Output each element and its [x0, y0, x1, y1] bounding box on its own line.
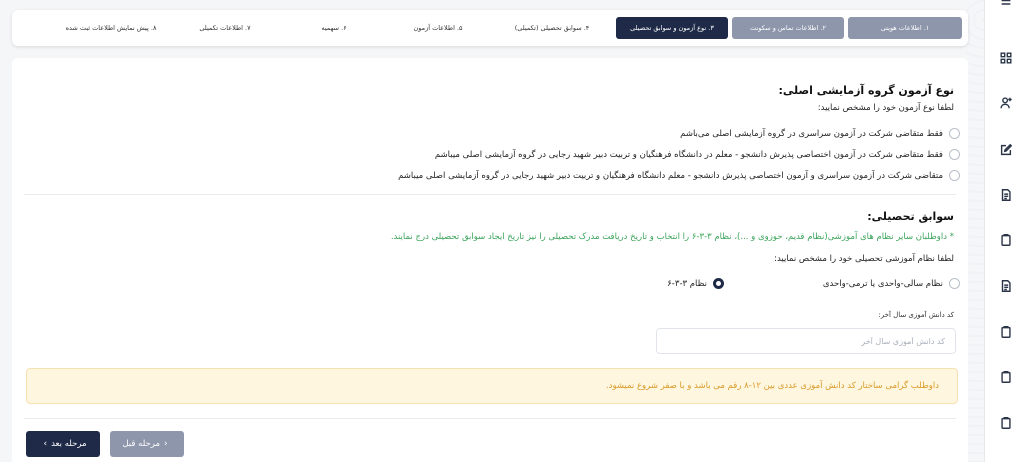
chevron-left-icon: › — [43, 439, 48, 449]
next-button-label: مرحله بعد — [51, 439, 87, 449]
exam-option-label: فقط متقاضی شرکت در آزمون اختصاصی پذیرش دانشجو - معلم در دانشگاه فرهنگیان و تربیت دبیر شهید رجایی در گروه آزمایشی اصلی میباشم — [434, 149, 943, 160]
document-icon[interactable] — [998, 278, 1014, 294]
step-exam-type-current[interactable]: ۳. نوع آزمون و سوابق تحصیلی — [616, 17, 728, 39]
warning-text: داوطلب گرامی ساختار کد دانش آموزی عددی بین ۱۲-۸ رقم می باشد و با صفر شروع نمیشود. — [605, 381, 939, 391]
radio-button[interactable] — [949, 278, 960, 289]
system-option-annual[interactable] — [823, 278, 960, 289]
edit-icon[interactable] — [998, 142, 1014, 158]
exam-type-title: نوع آزمون گروه آزمایشی اصلی: — [778, 84, 954, 97]
grid-icon[interactable] — [998, 50, 1014, 66]
exam-option-2[interactable] — [435, 149, 960, 160]
radio-button[interactable] — [949, 170, 960, 181]
step-education-extra[interactable]: ۴. سوابق تحصیلی (تکمیلی) — [514, 24, 590, 32]
chevron-right-icon: ‹ — [164, 439, 168, 449]
clipboard-icon[interactable] — [998, 324, 1014, 340]
step-quota[interactable]: ۶. سهمیه — [321, 24, 347, 32]
warning-alert — [26, 368, 958, 404]
exam-option-label: فقط متقاضی شرکت در آزمون سراسری در گروه آزمایشی اصلی می‌باشم — [680, 128, 943, 139]
clipboard-icon[interactable] — [998, 232, 1014, 248]
radio-button-checked[interactable] — [713, 278, 724, 289]
student-code-input[interactable] — [656, 328, 956, 354]
education-subtitle: لطفا نظام آموزشی تحصیلی خود را مشخص نمایید: — [774, 254, 954, 264]
exam-type-subtitle: لطفا نوع آزمون خود را مشخص نمایید: — [817, 103, 954, 113]
document-icon[interactable] — [998, 187, 1014, 203]
next-step-button[interactable] — [26, 431, 100, 457]
icon-rail — [984, 0, 1024, 462]
system-option-label: نظام سالی-واحدی یا ترمی-واحدی — [822, 278, 943, 289]
step-preview[interactable]: ۸. پیش نمایش اطلاعات ثبت شده — [65, 24, 157, 32]
education-title: سوابق تحصیلی: — [867, 210, 954, 223]
decorative-pattern — [966, 0, 984, 462]
registration-stepper — [12, 10, 968, 46]
step-identity[interactable]: ۱. اطلاعات هویتی — [848, 17, 962, 39]
radio-button[interactable] — [949, 149, 960, 160]
form-card — [12, 58, 968, 462]
radio-button[interactable] — [949, 128, 960, 139]
step-exam-info[interactable]: ۵. اطلاعات آزمون — [413, 24, 463, 32]
step-contact[interactable]: ۲. اطلاعات تماس و سکونت — [732, 17, 844, 39]
system-option-633[interactable] — [667, 278, 724, 289]
system-option-label: نظام ۳-۳-۶ — [667, 278, 707, 289]
exam-option-3[interactable] — [398, 170, 960, 181]
clipboard-icon[interactable] — [998, 415, 1014, 431]
section-divider — [24, 194, 956, 195]
student-code-label: کد دانش آموزی سال آخر: — [878, 311, 954, 319]
menu-icon[interactable] — [998, 0, 1014, 12]
exam-option-label: متقاضی شرکت در آزمون سراسری و آزمون اختصاصی پذیرش دانشجو - معلم دانشگاه فرهنگیان و تربیت دبیر شهید رجایی در گروه آزمایشی اصلی میباشم — [398, 170, 943, 181]
user-add-icon[interactable] — [998, 95, 1014, 111]
prev-step-button[interactable] — [110, 431, 184, 457]
step-extra-info[interactable]: ۷. اطلاعات تکمیلی — [199, 24, 251, 32]
prev-button-label: مرحله قبل — [122, 439, 161, 449]
clipboard-icon[interactable] — [998, 369, 1014, 385]
education-note: * داوطلبان سایر نظام های آموزشی(نظام قدیم، حوزوی و ...)، نظام ۳-۳-۶ را انتخاب و تاریخ دریافت مدرک تحصیلی را نیز تاریخ ایجاد سوابق تحصیلی درج نمایند. — [390, 232, 954, 242]
exam-option-1[interactable] — [680, 128, 960, 139]
footer-divider — [24, 418, 956, 419]
